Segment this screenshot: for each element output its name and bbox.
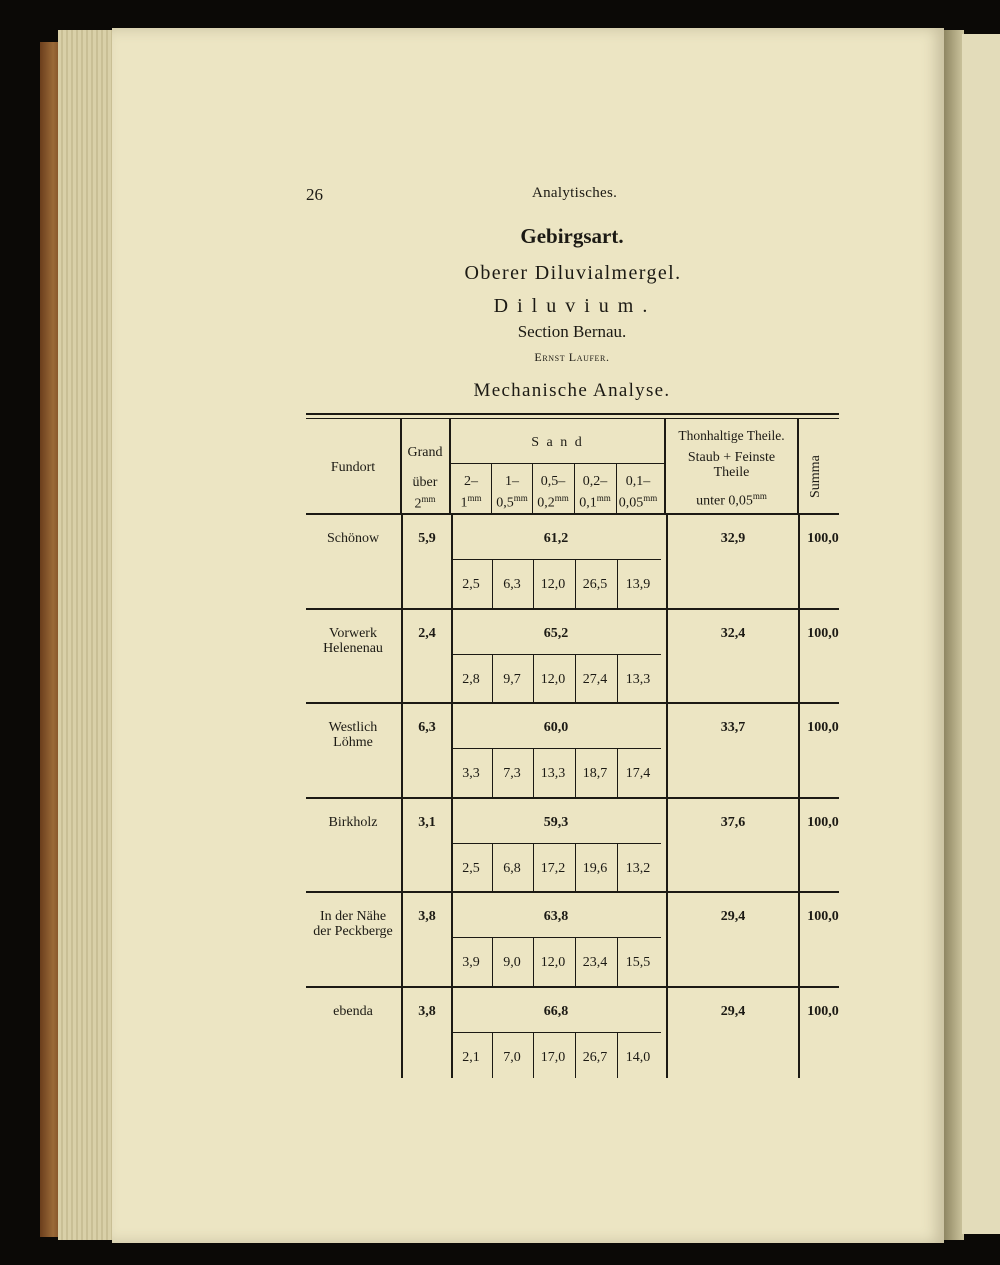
sand-subtotal-rule: [453, 654, 661, 655]
fundort-cell: [306, 815, 400, 830]
sand-fraction-value: 13,3: [625, 671, 651, 687]
summa-value: 100,0: [807, 909, 839, 924]
sand-fraction-value: 2,8: [462, 671, 480, 687]
sand-fraction-value: 17,2: [540, 860, 566, 876]
row-bottom-rule: [306, 891, 839, 893]
header-sand-col-2-bottom: $0,5^{mm}$: [496, 493, 528, 511]
grand-value: 5,9: [418, 531, 436, 546]
subtitle: Oberer Diluvialmergel.: [464, 262, 682, 284]
grand-value: 3,1: [418, 814, 436, 830]
page-number: 26: [306, 185, 323, 204]
book-gutter: [944, 30, 964, 1240]
sand-header-rule: [451, 463, 664, 464]
sand-fraction-value: 12,0: [540, 955, 566, 970]
row-vline: [666, 799, 668, 894]
sand-fraction-value: 3,9: [462, 955, 480, 970]
header-grand-size: $2^{mm}$: [414, 494, 436, 512]
sand-subtotal-rule: [453, 937, 661, 938]
row-vline: [401, 610, 403, 705]
page-title: Gebirgsart.: [520, 224, 624, 248]
header-thon-line2: Staub + Feinste: [687, 450, 776, 465]
grand-value: 6,3: [418, 720, 436, 735]
thon-value: 33,7: [720, 720, 746, 735]
sand-total-value: 60,0: [543, 720, 569, 735]
row-vline: [451, 799, 453, 894]
fundort-cell: [306, 531, 400, 546]
header-grand: Grand: [407, 445, 443, 460]
sand-fraction-value: 7,0: [503, 1049, 521, 1065]
summa-value: 100,0: [807, 625, 839, 641]
sand-fraction-value: 19,6: [582, 860, 608, 876]
sand-fraction-value: 6,3: [503, 577, 521, 592]
facing-page: [962, 34, 1000, 1234]
fundort-line: ebenda: [333, 1003, 373, 1019]
sand-fraction-value: 6,8: [503, 860, 521, 876]
header-sand-col-3-top: 0,5–: [540, 474, 566, 489]
sand-fraction-value: 7,3: [503, 766, 521, 781]
sand-total-value: 63,8: [543, 909, 569, 924]
row-vline: [401, 988, 403, 1079]
summa-value: 100,0: [807, 814, 839, 830]
thon-value: 29,4: [720, 1003, 746, 1019]
fundort-cell: [306, 626, 400, 656]
sand-subtotal-rule: [453, 748, 661, 749]
fundort-line: Birkholz: [328, 814, 378, 830]
header-thon-line4: unter $0,05^{mm}$: [696, 491, 767, 509]
sand-fraction-value: 27,4: [582, 671, 608, 687]
sand-fraction-value: 13,3: [540, 766, 566, 781]
fundort-cell: [306, 1004, 400, 1019]
header-thon-line1: Thonhaltige Theile.: [678, 428, 785, 443]
sand-fraction-value: 18,7: [582, 766, 608, 781]
running-head: Analytisches.: [532, 185, 618, 201]
row-vline: [666, 893, 668, 988]
sand-fraction-value: 12,0: [540, 671, 566, 687]
row-bottom-rule: [306, 986, 839, 988]
sand-fraction-value: 12,0: [540, 577, 566, 592]
row-vline: [798, 799, 800, 894]
row-vline: [798, 515, 800, 610]
formation: Diluvium.: [493, 295, 657, 317]
sand-fraction-value: 3,3: [462, 766, 480, 781]
fundort-line: In der Nähe: [319, 909, 387, 924]
thon-value: 32,9: [720, 531, 746, 546]
header-summa: Summa: [808, 455, 823, 498]
fundort-cell: [306, 909, 400, 939]
row-vline: [666, 610, 668, 705]
sand-total-value: 61,2: [543, 531, 569, 546]
table-top-rule-thin: [306, 418, 839, 419]
row-vline: [451, 893, 453, 988]
row-vline: [451, 610, 453, 705]
sand-total-value: 66,8: [543, 1003, 569, 1019]
row-vline: [798, 704, 800, 799]
summa-value: 100,0: [807, 720, 839, 735]
thon-value: 29,4: [720, 909, 746, 924]
sand-fraction-value: 23,4: [582, 955, 608, 970]
sand-fraction-value: 15,5: [625, 955, 651, 970]
sand-total-value: 65,2: [543, 625, 569, 641]
header-vline: [797, 419, 799, 515]
sand-fraction-value: 26,7: [582, 1049, 608, 1065]
grand-value: 3,8: [418, 909, 436, 924]
sand-fraction-value: 2,5: [462, 860, 480, 876]
sand-fraction-value: 17,4: [625, 766, 651, 781]
fundort-line: der Peckberge: [313, 924, 393, 939]
header-sand-col-2-top: 1–: [505, 474, 519, 489]
grand-value: 2,4: [418, 625, 436, 641]
sand-total-value: 59,3: [543, 814, 569, 830]
summa-value: 100,0: [807, 1003, 839, 1019]
sand-fraction-value: 2,1: [462, 1049, 480, 1065]
sand-fraction-value: 13,2: [625, 860, 651, 876]
row-bottom-rule: [306, 702, 839, 704]
row-vline: [401, 893, 403, 988]
row-bottom-rule: [306, 797, 839, 799]
row-vline: [401, 515, 403, 610]
row-vline: [666, 515, 668, 610]
fundort-line: Löhme: [333, 735, 373, 750]
sand-subtotal-rule: [453, 843, 661, 844]
author: Ernst Laufer.: [534, 350, 610, 364]
row-vline: [451, 704, 453, 799]
sand-fraction-value: 9,7: [503, 671, 521, 687]
sand-subtotal-rule: [453, 1032, 661, 1033]
fundort-line: Vorwerk: [329, 625, 377, 641]
header-thon-line3: Theile: [713, 465, 750, 480]
analysis-title: Mechanische Analyse.: [473, 380, 671, 401]
sand-fraction-value: 2,5: [462, 577, 480, 592]
header-sand-col-1-bottom: $1^{mm}$: [460, 493, 482, 511]
thon-value: 32,4: [720, 625, 746, 641]
section-name: Section Bernau.: [517, 322, 627, 341]
sand-fraction-value: 17,0: [540, 1049, 566, 1065]
row-vline: [401, 704, 403, 799]
row-vline: [798, 988, 800, 1079]
header-sand-col-1-top: 2–: [464, 474, 478, 489]
fundort-line: Helenenau: [323, 640, 383, 656]
sand-subtotal-rule: [453, 559, 661, 560]
summa-value: 100,0: [807, 531, 839, 546]
fundort-cell: [306, 720, 400, 750]
sand-fraction-value: 26,5: [582, 577, 608, 592]
fundort-line: Schönow: [326, 531, 380, 546]
fundort-line: Westlich: [328, 720, 378, 735]
header-sand-col-4-top: 0,2–: [582, 474, 608, 489]
row-vline: [798, 893, 800, 988]
sand-fraction-value: 13,9: [625, 577, 651, 592]
header-sand-col-3-bottom: $0,2^{mm}$: [537, 493, 569, 511]
header-sand: S a n d: [531, 435, 584, 450]
header-fundort: Fundort: [330, 460, 376, 475]
row-vline: [451, 515, 453, 610]
grand-value: 3,8: [418, 1003, 436, 1019]
row-vline: [666, 704, 668, 799]
header-sand-col-5-bottom: $0,05^{mm}$: [618, 493, 658, 511]
sand-fraction-value: 9,0: [503, 955, 521, 970]
header-sand-col-4-bottom: $0,1^{mm}$: [579, 493, 611, 511]
row-vline: [401, 799, 403, 894]
header-sand-col-5-top: 0,1–: [625, 474, 651, 489]
header-bottom-rule: [306, 513, 839, 515]
thon-value: 37,6: [720, 814, 746, 830]
row-bottom-rule: [306, 608, 839, 610]
sand-fraction-value: 14,0: [625, 1049, 651, 1065]
header-grand-sub: über: [412, 475, 438, 490]
row-vline: [798, 610, 800, 705]
table-top-rule: [306, 413, 839, 415]
